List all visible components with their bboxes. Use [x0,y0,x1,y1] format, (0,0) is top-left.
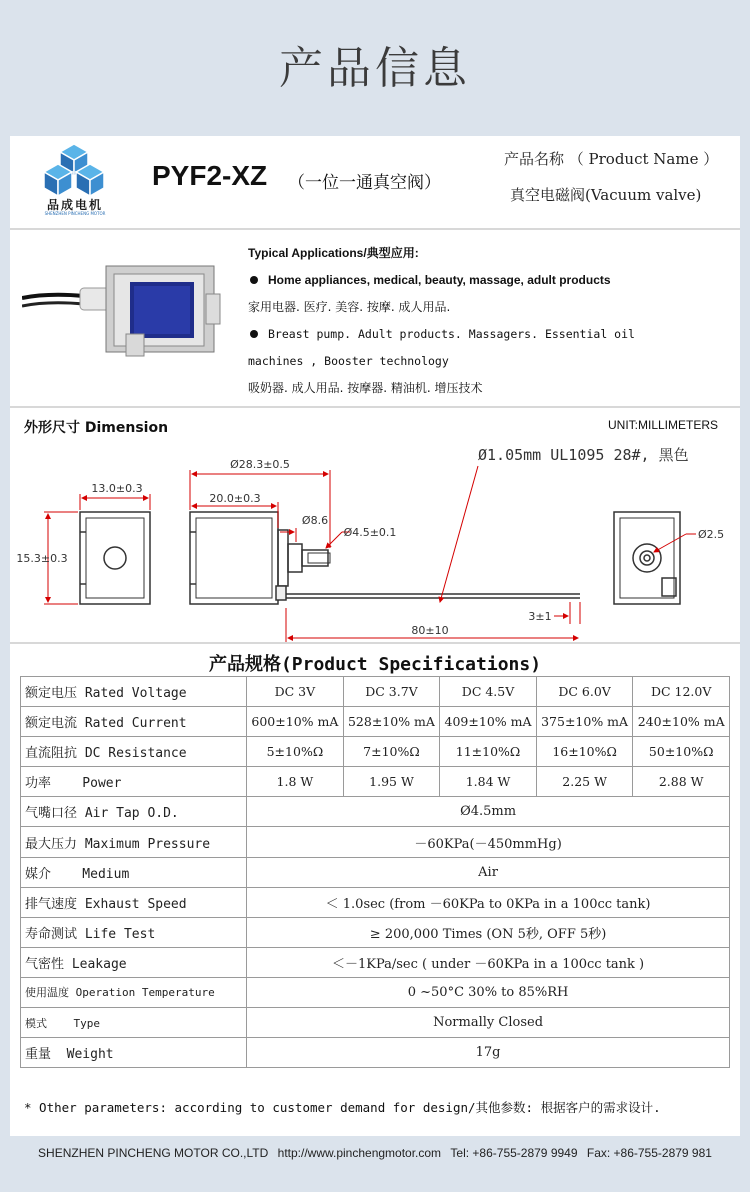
spec-value: 7±10%Ω [343,737,440,767]
dim-width: 13.0±0.3 [91,482,143,495]
spec-value: ＜－1KPa/sec ( under －60KPa in a 100cc tank ) [247,947,730,977]
dim-nozzle-od: Ø4.5±0.1 [343,526,397,539]
dimension-drawing [10,432,740,642]
product-photo [22,254,242,364]
spec-value: 2.25 W [536,767,633,797]
application-item-cn: 吸奶器. 成人用品. 按摩器. 精油机. 增压技术 [248,381,483,395]
dim-wire-strip: 3±1 [528,610,552,623]
model-description: （一位一通真空阀） [288,173,441,193]
spec-label: 寿命测试 Life Test [21,917,247,947]
bullet-icon [250,276,258,284]
dim-height: 15.3±0.3 [16,552,68,565]
spec-value: 0 ~50°C 30% to 85%RH [247,977,730,1007]
table-row [21,767,730,797]
end-view [614,512,680,604]
spec-value: Normally Closed [247,1008,730,1038]
spec-label: 媒介 Medium [21,857,247,887]
spec-value: 528±10% mA [343,707,440,737]
table-row [21,827,730,857]
page-heading: 产品信息 [279,43,471,94]
spec-value: DC 3.7V [343,677,440,707]
spec-label: 气嘴口径 Air Tap O.D. [21,797,247,827]
dim-body-length: 20.0±0.3 [209,492,261,505]
brand-name: 品成电机 [46,198,103,212]
spec-value: 5±10%Ω [247,737,344,767]
table-row [21,977,730,1007]
applications-title: Typical Applications/典型应用: [248,246,419,260]
application-item-cn: 家用电器. 医疗. 美容. 按摩. 成人用品. [248,300,451,314]
spec-value: 1.84 W [440,767,537,797]
spec-value: DC 3V [247,677,344,707]
product-name-value: 真空电磁阀(Vacuum valve) [510,186,702,204]
spec-value: ≥ 200,000 Times (ON 5秒, OFF 5秒) [247,917,730,947]
spec-title: 产品规格(Product Specifications) [208,654,542,675]
spec-label: 气密性 Leakage [21,947,247,977]
spec-label: 额定电压 Rated Voltage [21,677,247,707]
spec-table [20,676,730,1068]
spec-value: 409±10% mA [440,707,537,737]
dim-port-dia: Ø2.5 [698,528,725,541]
footer [0,1146,750,1160]
footer-tel: Tel: +86-755-2879 9949 [450,1146,578,1160]
footer-fax: Fax: +86-755-2879 981 [586,1146,712,1160]
spec-label: 排气速度 Exhaust Speed [21,887,247,917]
spec-value: 17g [247,1038,730,1068]
spec-label: 重量 Weight [21,1038,247,1068]
spec-value: Ø4.5mm [247,797,730,827]
spec-label: 使用温度 Operation Temperature [21,977,247,1007]
typical-applications [248,240,728,402]
table-row [21,887,730,917]
spec-value: 600±10% mA [247,707,344,737]
divider [10,406,740,408]
spec-value: DC 4.5V [440,677,537,707]
spec-value: 2.88 W [633,767,730,797]
divider [10,228,740,230]
spec-value: 1.95 W [343,767,440,797]
table-row [21,857,730,887]
dim-wire-length: 80±10 [411,624,449,637]
spec-value: Air [247,857,730,887]
table-row [21,797,730,827]
spec-value: DC 6.0V [536,677,633,707]
table-row [21,917,730,947]
divider [10,642,740,644]
application-item: Home appliances, medical, beauty, massage, adult products [248,267,728,294]
table-row [21,707,730,737]
unit-label: UNIT:MILLIMETERS [608,418,719,432]
table-row [21,737,730,767]
spec-value: 375±10% mA [536,707,633,737]
spec-label: 功率 Power [21,767,247,797]
spec-label: 直流阻抗 DC Resistance [21,737,247,767]
brand-subtitle: SHENZHEN PINCHENG MOTOR [44,211,106,216]
table-row [21,1038,730,1068]
wire-spec: Ø1.05mm UL1095 28#, 黑色 [478,446,689,464]
spec-value: －60KPa(－450mmHg) [247,827,730,857]
spec-label: 额定电流 Rated Current [21,707,247,737]
dim-overall-length: Ø28.3±0.5 [230,458,290,471]
model-number: PYF2-XZ [152,160,268,191]
footer-company: SHENZHEN PINCHENG MOTOR CO.,LTD [38,1146,269,1160]
spec-value: 50±10%Ω [633,737,730,767]
table-row [21,677,730,707]
bullet-icon [250,330,258,338]
product-name-label: 产品名称 （ Product Name ） [504,150,719,168]
spec-value: DC 12.0V [633,677,730,707]
table-row [21,1008,730,1038]
application-item: Breast pump. Adult products. Massagers. Essential oil [248,321,728,348]
other-parameters-note: * Other parameters: according to customer demand for design/其他参数: 根据客户的需求设计. [24,1100,661,1115]
front-view [80,512,150,604]
dim-nozzle-base: Ø8.6 [301,514,329,527]
footer-website[interactable]: http://www.pinchengmotor.com [277,1146,442,1160]
product-sheet [10,136,740,1136]
spec-value: 16±10%Ω [536,737,633,767]
spec-value: ＜ 1.0sec (from －60KPa to 0KPa in a 100cc tank) [247,887,730,917]
table-row [21,947,730,977]
spec-value: 11±10%Ω [440,737,537,767]
dimension-title: 外形尺寸 Dimension [24,420,169,436]
spec-value: 240±10% mA [633,707,730,737]
spec-value: 1.8 W [247,767,344,797]
spec-label: 最大压力 Maximum Pressure [21,827,247,857]
application-item-cont: machines , Booster technology [248,354,449,368]
spec-label: 模式 Type [21,1008,247,1038]
